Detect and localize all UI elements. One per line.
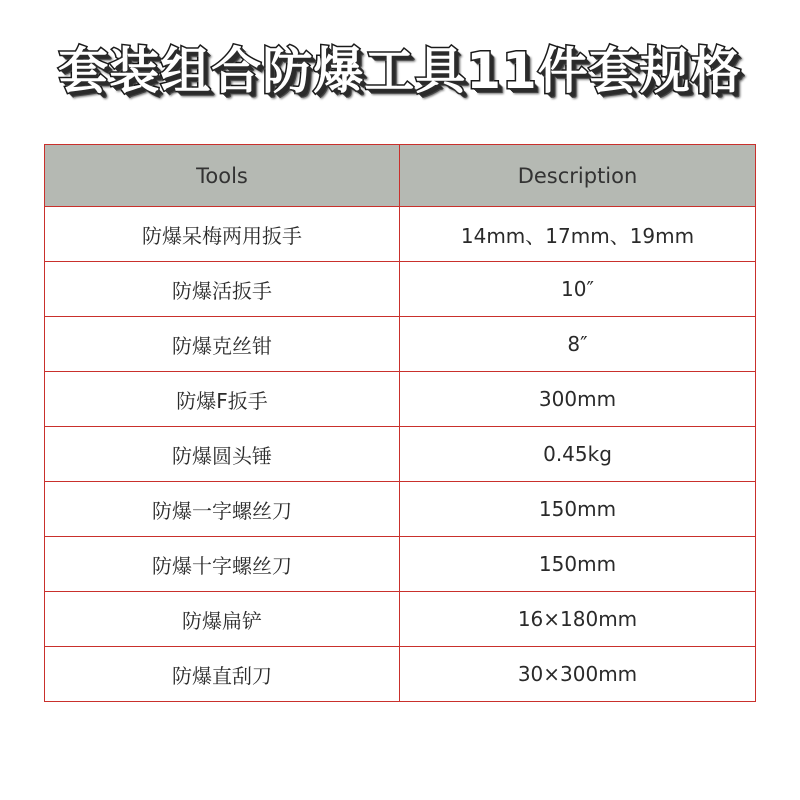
tool-name: 防爆活扳手 <box>45 262 400 317</box>
tool-description: 14mm、17mm、19mm <box>400 207 756 262</box>
tool-name: 防爆呆梅两用扳手 <box>45 207 400 262</box>
tool-description: 300mm <box>400 372 756 427</box>
tool-name: 防爆一字螺丝刀 <box>45 482 400 537</box>
header-tools: Tools <box>45 145 400 207</box>
tool-description: 10″ <box>400 262 756 317</box>
table-row <box>45 592 756 647</box>
table-row <box>45 262 756 317</box>
tool-name: 防爆十字螺丝刀 <box>45 537 400 592</box>
table-row <box>45 482 756 537</box>
tool-name: 防爆直刮刀 <box>45 647 400 702</box>
tool-description: 150mm <box>400 482 756 537</box>
tool-name: 防爆F扳手 <box>45 372 400 427</box>
table-row <box>45 207 756 262</box>
tool-description: 8″ <box>400 317 756 372</box>
page-title: 套装组合防爆工具11件套规格 <box>58 42 742 100</box>
table-row <box>45 427 756 482</box>
header-description: Description <box>400 145 756 207</box>
table-row <box>45 647 756 702</box>
table-header-row <box>45 145 756 207</box>
table-row <box>45 372 756 427</box>
table-row <box>45 317 756 372</box>
tool-description: 30×300mm <box>400 647 756 702</box>
tool-description: 150mm <box>400 537 756 592</box>
tool-name: 防爆扁铲 <box>45 592 400 647</box>
spec-table <box>44 144 756 702</box>
tool-name: 防爆圆头锤 <box>45 427 400 482</box>
tool-name: 防爆克丝钳 <box>45 317 400 372</box>
tool-description: 16×180mm <box>400 592 756 647</box>
table-row <box>45 537 756 592</box>
tool-description: 0.45kg <box>400 427 756 482</box>
